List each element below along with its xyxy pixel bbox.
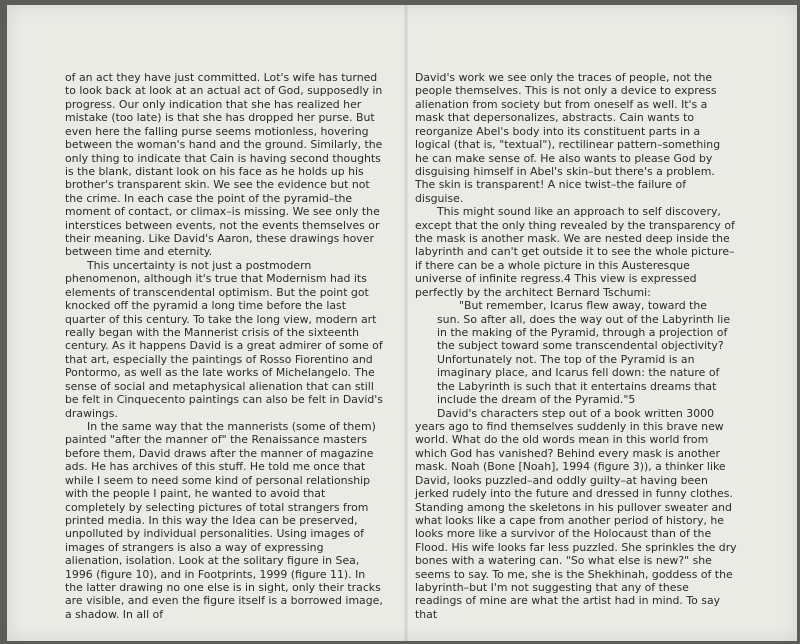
right-text-column xyxy=(415,71,737,621)
paragraph: This uncertainty is not just a postmodern phenomenon, although it's true that Modernism had its elements of transcendental optimism. But the point got knocked off the pyramid a long time before the last quarter of this century. To take the long view, modern art really began with the Mannerist crisis of the sixteenth century. As it happens David is a great admirer of some of that art, especially the paintings of Rosso Fiorentino and Pontormo, as well as the late works of Michelangelo. The sense of social and metaphysical alienation that can still be felt in Cinquecento paintings can also be felt in David's drawings. xyxy=(65,258,383,420)
left-text-column xyxy=(65,71,383,621)
paragraph: of an act they have just committed. Lot's wife has turned to look back at look at an actual act of God, supposedly in progress. Our only indication that she has realized her mistake (too late) is that she has dropped her purse. But even here the falling purse seems motionless, hovering between the woman's hand and the ground. Similarly, the only thing to indicate that Cain is having second thoughts is the blank, distant look on his face as he holds up his brother's transparent skin. We see the evidence but not the crime. In each case the point of the pyramid–the moment of contact, or climax–is missing. We see only the interstices between events, not the events themselves or their meaning. Like David's Aaron, these drawings hover between time and eternity. xyxy=(65,71,383,259)
book-page xyxy=(7,5,797,641)
paragraph: David's work we see only the traces of people, not the people themselves. This is not only a device to express alienation from society but from oneself as well. It's a mask that depersonalizes, abstracts. Cain wants to reorganize Abel's body into its constituent parts in a logical (that is, "textual"), rectilinear pattern–something he can make sense of. He also wants to please God by disguising himself in Abel's skin–but there's a problem. The skin is transparent! A nice twist–the failure of disguise. xyxy=(415,71,721,205)
page-gutter xyxy=(404,5,408,641)
block-quote: "But remember, Icarus flew away, toward the sun. So after all, does the way out of the Labyrinth lie in the making of the Pyramid, through a projection of the subject toward some transcendental objectivity? Unfortunately not. The top of the Pyramid is an imaginary place, and Icarus fell down: the nature of the Labyrinth is such that it entertains dreams that include the dream of the Pyramid."5 xyxy=(437,299,731,407)
paragraph: In the same way that the mannerists (some of them) painted "after the manner of" the Renaissance masters before them, David draws after the manner of magazine ads. He has archives of this stuff. He told me once that while I seem to need some kind of personal relationship with the people I paint, he wanted to avoid that completely by selecting pictures of total strangers from printed media. In this way the Idea can be preserved, unpolluted by individual personalities. Using images of images of strangers is also a way of expressing alienation, isolation. Look at the solitary figure in Sea, 1996 (figure 10), and in Footprints, 1999 (figure 11). In the latter drawing no one else is in sight, only their tracks are visible, and even the figure itself is a borrowed image, a shadow. In all of xyxy=(65,419,383,621)
paragraph: This might sound like an approach to self discovery, except that the only thing revealed by the transparency of the mask is another mask. We are nested deep inside the labyrinth and can't get outside it to see the whole picture–if there can be a whole picture in this Austeresque universe of infinite regress.4 This view is expressed perfectly by the architect Bernard Tschumi: xyxy=(415,205,735,299)
paragraph: David's characters step out of a book written 3000 years ago to find themselves suddenly in this brave new world. What do the old words mean in this world from which God has vanished? Behind every mask is another mask. Noah (Bone [Noah], 1994 (figure 3)), a thinker like David, looks puzzled–and oddly guilty–at having been jerked rudely into the future and dressed in funny clothes. Standing among the skeletons in his pullover sweater and what looks like a cape from another period of history, he looks more like a survivor of the Holocaust than of the Flood. His wife looks far less puzzled. She sprinkles the dry bones with a watering can. "So what else is new?" she seems to say. To me, she is the Shekhinah, goddess of the labyrinth–but I'm not suggesting that any of these readings of mine are what the artist had in mind. To say that xyxy=(415,406,737,621)
